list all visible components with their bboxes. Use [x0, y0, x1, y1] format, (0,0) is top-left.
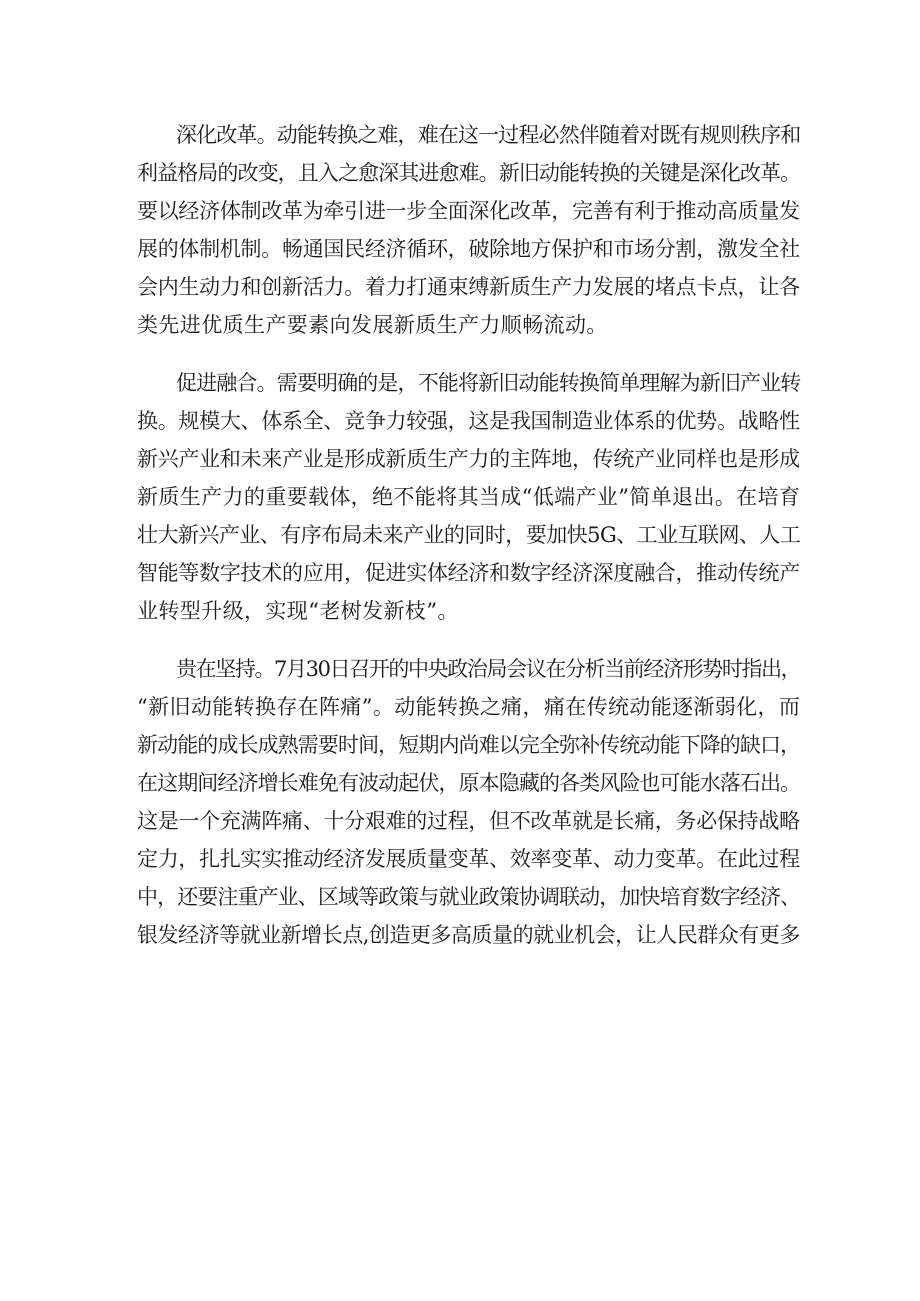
text-line: 智能等数字技术的应用，促进实体经济和数字经济深度融合，推动传统产 [137, 561, 800, 585]
text-line: 新质生产力的重要载体，绝不能将其当成“低端产业”简单退出。在培育 [137, 485, 801, 509]
text-line: “新旧动能转换存在阵痛”。动能转换之痛，痛在传统动能逐渐弱化，而 [137, 695, 801, 719]
text-line: 促进融合。需要明确的是，不能将新旧动能转换简单理解为新旧产业转 [176, 371, 801, 395]
text-line: 在这期间经济增长难免有波动起伏，原本隐藏的各类风险也可能水落石出。 [137, 771, 801, 795]
text-line: 银发经济等就业新增长点,创造更多高质量的就业机会，让人民群众有更多 [137, 923, 800, 947]
text-line: 新动能的成长成熟需要时间，短期内尚难以完全弥补传统动能下降的缺口， [137, 733, 801, 757]
text-line: 利益格局的改变，且入之愈深其进愈难。新旧动能转换的关键是深化改革。 [137, 161, 801, 185]
text-line: 这是一个充满阵痛、十分艰难的过程，但不改革就是长痛，务必保持战略 [137, 809, 800, 833]
text-line: 定力，扎扎实实推动经济发展质量变革、效率变革、动力变革。在此过程 [137, 847, 800, 871]
text-line: 换。规模大、体系全、竞争力较强，这是我国制造业体系的优势。战略性 [137, 409, 800, 433]
text-line: 类先进优质生产要素向发展新质生产力顺畅流动。 [137, 313, 608, 337]
text-line: 中，还要注重产业、区域等政策与就业政策协调联动，加快培育数字经济、 [137, 885, 801, 909]
text-line: 贵在坚持。7月30日召开的中央政治局会议在分析当前经济形势时指出， [176, 657, 801, 681]
text-line: 会内生动力和创新活力。着力打通束缚新质生产力发展的堵点卡点，让各 [137, 275, 800, 299]
text-line: 壮大新兴产业、有序布局未来产业的同时，要加快5G、工业互联网、人工 [137, 523, 801, 547]
text-line: 业转型升级，实现“老树发新枝”。 [137, 599, 459, 623]
text-line: 展的体制机制。畅通国民经济循环，破除地方保护和市场分割，激发全社 [137, 237, 800, 261]
text-line: 新兴产业和未来产业是形成新质生产力的主阵地，传统产业同样也是形成 [137, 447, 800, 471]
text-line: 要以经济体制改革为牵引进一步全面深化改革，完善有利于推动高质量发 [137, 199, 800, 223]
text-line: 深化改革。动能转换之难，难在这一过程必然伴随着对既有规则秩序和 [176, 123, 801, 147]
